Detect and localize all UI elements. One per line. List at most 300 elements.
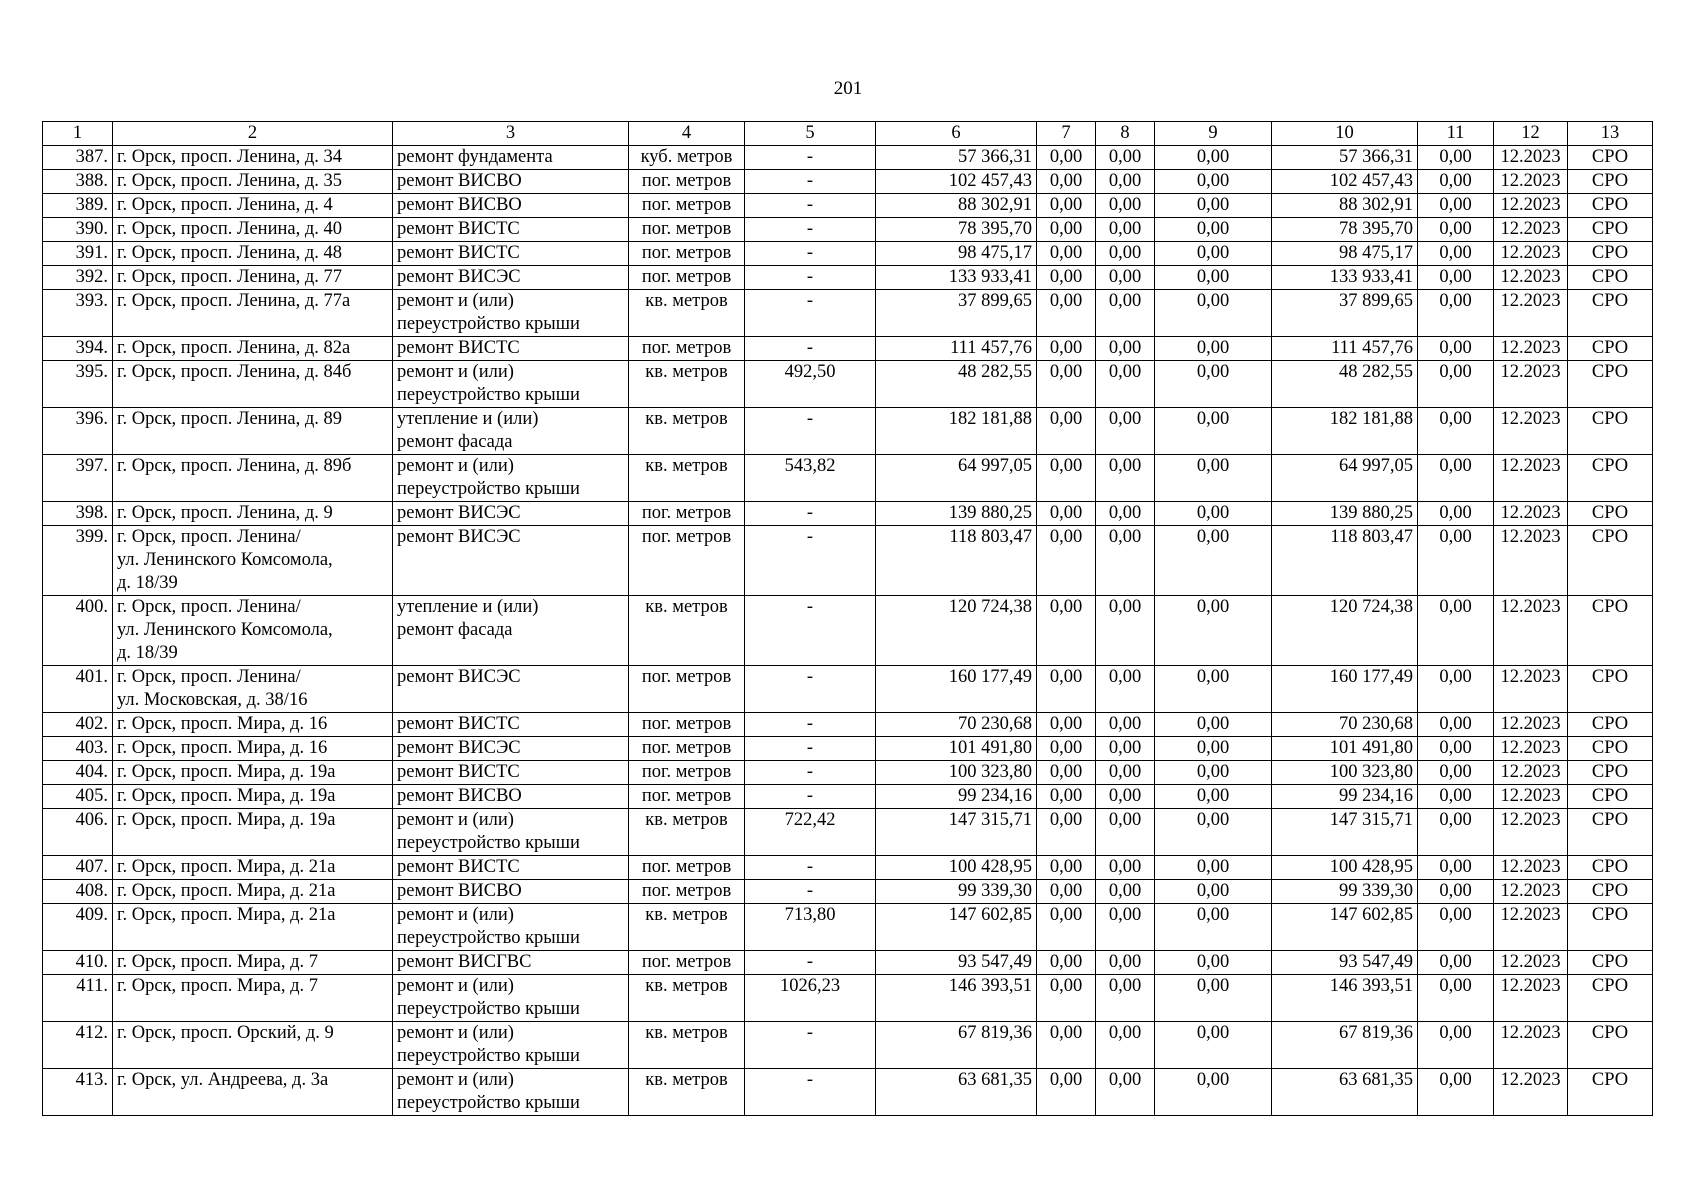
fund-federal-cell: 0,00 xyxy=(1037,761,1096,785)
fund-other-cell: 0,00 xyxy=(1418,951,1494,975)
volume-cell: 1026,23 xyxy=(745,975,876,1022)
repair-program-table xyxy=(42,121,1653,1116)
fund-other-cell: 0,00 xyxy=(1418,1069,1494,1116)
fund-local-cell: 0,00 xyxy=(1155,290,1272,337)
header-row xyxy=(43,122,1653,146)
fund-regional-cell: 0,00 xyxy=(1096,361,1155,408)
row-number-cell: 389. xyxy=(43,194,113,218)
deadline-cell: 12.2023 xyxy=(1494,951,1568,975)
fund-federal-cell: 0,00 xyxy=(1037,361,1096,408)
table-row xyxy=(43,666,1653,713)
address-cell-line: г. Орск, просп. Ленина, д. 48 xyxy=(117,243,342,263)
fund-owners-cell: 48 282,55 xyxy=(1272,361,1418,408)
fund-local-cell: 0,00 xyxy=(1155,713,1272,737)
address-cell xyxy=(113,1069,393,1116)
deadline-cell: 12.2023 xyxy=(1494,904,1568,951)
cost-total-cell: 147 602,85 xyxy=(876,904,1037,951)
work-type-cell-line: ремонт фасада xyxy=(397,432,513,452)
fund-local-cell: 0,00 xyxy=(1155,904,1272,951)
fund-federal-cell: 0,00 xyxy=(1037,408,1096,455)
address-cell-line: г. Орск, просп. Ленина, д. 89 xyxy=(117,409,342,429)
work-type-cell-line: ремонт ВИСТС xyxy=(397,762,520,782)
address-cell-line: г. Орск, ул. Андреева, д. 3а xyxy=(117,1070,329,1090)
address-cell-line: г. Орск, просп. Ленина, д. 82а xyxy=(117,338,351,358)
fund-local-cell: 0,00 xyxy=(1155,975,1272,1022)
work-type-cell-line: переустройство крыши xyxy=(397,1046,580,1066)
fund-regional-cell: 0,00 xyxy=(1096,526,1155,596)
work-type-cell xyxy=(393,737,629,761)
deadline-cell: 12.2023 xyxy=(1494,408,1568,455)
cost-total-cell: 64 997,05 xyxy=(876,455,1037,502)
fund-owners-cell: 100 323,80 xyxy=(1272,761,1418,785)
fund-regional-cell: 0,00 xyxy=(1096,666,1155,713)
fund-owners-cell: 99 339,30 xyxy=(1272,880,1418,904)
cost-total-cell: 160 177,49 xyxy=(876,666,1037,713)
row-number-cell: 398. xyxy=(43,502,113,526)
fund-local-cell: 0,00 xyxy=(1155,666,1272,713)
table-row xyxy=(43,408,1653,455)
address-cell-line: г. Орск, просп. Мира, д. 21а xyxy=(117,881,336,901)
deadline-cell: 12.2023 xyxy=(1494,666,1568,713)
table-row xyxy=(43,455,1653,502)
fund-federal-cell: 0,00 xyxy=(1037,785,1096,809)
row-number-cell: 409. xyxy=(43,904,113,951)
fund-owners-cell: 100 428,95 xyxy=(1272,856,1418,880)
volume-cell: - xyxy=(745,713,876,737)
address-cell xyxy=(113,502,393,526)
fund-federal-cell: 0,00 xyxy=(1037,1022,1096,1069)
unit-cell: пог. метров xyxy=(629,194,745,218)
unit-cell: кв. метров xyxy=(629,904,745,951)
cost-total-cell: 67 819,36 xyxy=(876,1022,1037,1069)
address-cell xyxy=(113,975,393,1022)
fund-owners-cell: 146 393,51 xyxy=(1272,975,1418,1022)
fund-local-cell: 0,00 xyxy=(1155,266,1272,290)
executor-cell: СРО xyxy=(1568,880,1653,904)
executor-cell: СРО xyxy=(1568,596,1653,666)
volume-cell: - xyxy=(745,218,876,242)
fund-federal-cell: 0,00 xyxy=(1037,596,1096,666)
row-number-cell: 395. xyxy=(43,361,113,408)
fund-regional-cell: 0,00 xyxy=(1096,170,1155,194)
fund-other-cell: 0,00 xyxy=(1418,761,1494,785)
fund-regional-cell: 0,00 xyxy=(1096,218,1155,242)
fund-owners-cell: 99 234,16 xyxy=(1272,785,1418,809)
fund-federal-cell: 0,00 xyxy=(1037,666,1096,713)
fund-owners-cell: 118 803,47 xyxy=(1272,526,1418,596)
work-type-cell xyxy=(393,666,629,713)
work-type-cell-line: ремонт и (или) xyxy=(397,810,514,830)
row-number-cell: 410. xyxy=(43,951,113,975)
address-cell xyxy=(113,170,393,194)
work-type-cell xyxy=(393,785,629,809)
fund-owners-cell: 98 475,17 xyxy=(1272,242,1418,266)
fund-regional-cell: 0,00 xyxy=(1096,337,1155,361)
volume-cell: - xyxy=(745,526,876,596)
fund-federal-cell: 0,00 xyxy=(1037,242,1096,266)
fund-owners-cell: 57 366,31 xyxy=(1272,146,1418,170)
work-type-cell-line: утепление и (или) xyxy=(397,409,539,429)
fund-owners-cell: 93 547,49 xyxy=(1272,951,1418,975)
fund-federal-cell: 0,00 xyxy=(1037,194,1096,218)
work-type-cell xyxy=(393,1022,629,1069)
cost-total-cell: 78 395,70 xyxy=(876,218,1037,242)
address-cell-line: г. Орск, просп. Мира, д. 7 xyxy=(117,952,319,972)
fund-regional-cell: 0,00 xyxy=(1096,502,1155,526)
unit-cell: пог. метров xyxy=(629,713,745,737)
work-type-cell-line: ремонт ВИСТС xyxy=(397,857,520,877)
fund-owners-cell: 64 997,05 xyxy=(1272,455,1418,502)
work-type-cell xyxy=(393,194,629,218)
row-number-cell: 400. xyxy=(43,596,113,666)
deadline-cell: 12.2023 xyxy=(1494,361,1568,408)
fund-federal-cell: 0,00 xyxy=(1037,1069,1096,1116)
fund-federal-cell: 0,00 xyxy=(1037,290,1096,337)
work-type-cell xyxy=(393,242,629,266)
fund-other-cell: 0,00 xyxy=(1418,737,1494,761)
address-cell xyxy=(113,337,393,361)
fund-local-cell: 0,00 xyxy=(1155,737,1272,761)
table-row xyxy=(43,337,1653,361)
work-type-cell-line: ремонт ВИСТС xyxy=(397,243,520,263)
address-cell-line: г. Орск, просп. Ленина/ xyxy=(117,667,301,687)
work-type-cell xyxy=(393,904,629,951)
table-row xyxy=(43,194,1653,218)
row-number-cell: 390. xyxy=(43,218,113,242)
work-type-cell-line: ремонт и (или) xyxy=(397,976,514,996)
unit-cell: кв. метров xyxy=(629,596,745,666)
work-type-cell xyxy=(393,1069,629,1116)
volume-cell: - xyxy=(745,502,876,526)
work-type-cell xyxy=(393,266,629,290)
fund-regional-cell: 0,00 xyxy=(1096,809,1155,856)
address-cell xyxy=(113,455,393,502)
cost-total-cell: 88 302,91 xyxy=(876,194,1037,218)
fund-local-cell: 0,00 xyxy=(1155,761,1272,785)
work-type-cell-line: ремонт ВИСТС xyxy=(397,714,520,734)
deadline-cell: 12.2023 xyxy=(1494,596,1568,666)
fund-local-cell: 0,00 xyxy=(1155,194,1272,218)
fund-local-cell: 0,00 xyxy=(1155,502,1272,526)
cost-total-cell: 99 234,16 xyxy=(876,785,1037,809)
cost-total-cell: 111 457,76 xyxy=(876,337,1037,361)
address-cell xyxy=(113,266,393,290)
deadline-cell: 12.2023 xyxy=(1494,737,1568,761)
executor-cell: СРО xyxy=(1568,146,1653,170)
column-header-6: 6 xyxy=(876,122,1037,146)
table-row xyxy=(43,904,1653,951)
address-cell-line: г. Орск, просп. Ленина, д. 4 xyxy=(117,195,333,215)
executor-cell: СРО xyxy=(1568,951,1653,975)
fund-federal-cell: 0,00 xyxy=(1037,904,1096,951)
work-type-cell-line: ремонт ВИСВО xyxy=(397,195,522,215)
cost-total-cell: 37 899,65 xyxy=(876,290,1037,337)
address-cell-line: г. Орск, просп. Ленина/ xyxy=(117,527,301,547)
fund-local-cell: 0,00 xyxy=(1155,170,1272,194)
work-type-cell-line: переустройство крыши xyxy=(397,385,580,405)
work-type-cell xyxy=(393,218,629,242)
table-row xyxy=(43,290,1653,337)
fund-federal-cell: 0,00 xyxy=(1037,856,1096,880)
volume-cell: 713,80 xyxy=(745,904,876,951)
deadline-cell: 12.2023 xyxy=(1494,266,1568,290)
cost-total-cell: 120 724,38 xyxy=(876,596,1037,666)
volume-cell: - xyxy=(745,785,876,809)
deadline-cell: 12.2023 xyxy=(1494,1069,1568,1116)
address-cell-line: ул. Ленинского Комсомола, xyxy=(117,620,333,640)
address-cell-line: г. Орск, просп. Мира, д. 19а xyxy=(117,762,336,782)
unit-cell: кв. метров xyxy=(629,1069,745,1116)
row-number-cell: 399. xyxy=(43,526,113,596)
column-header-4: 4 xyxy=(629,122,745,146)
row-number-cell: 405. xyxy=(43,785,113,809)
address-cell-line: д. 18/39 xyxy=(117,643,178,663)
column-header-1: 1 xyxy=(43,122,113,146)
executor-cell: СРО xyxy=(1568,337,1653,361)
unit-cell: кв. метров xyxy=(629,290,745,337)
volume-cell: - xyxy=(745,337,876,361)
table-row xyxy=(43,170,1653,194)
row-number-cell: 388. xyxy=(43,170,113,194)
fund-owners-cell: 88 302,91 xyxy=(1272,194,1418,218)
fund-owners-cell: 67 819,36 xyxy=(1272,1022,1418,1069)
fund-federal-cell: 0,00 xyxy=(1037,502,1096,526)
deadline-cell: 12.2023 xyxy=(1494,194,1568,218)
cost-total-cell: 63 681,35 xyxy=(876,1069,1037,1116)
column-header-8: 8 xyxy=(1096,122,1155,146)
deadline-cell: 12.2023 xyxy=(1494,785,1568,809)
fund-other-cell: 0,00 xyxy=(1418,526,1494,596)
table-row xyxy=(43,218,1653,242)
executor-cell: СРО xyxy=(1568,761,1653,785)
work-type-cell-line: переустройство крыши xyxy=(397,314,580,334)
deadline-cell: 12.2023 xyxy=(1494,880,1568,904)
fund-local-cell: 0,00 xyxy=(1155,408,1272,455)
column-header-9: 9 xyxy=(1155,122,1272,146)
fund-regional-cell: 0,00 xyxy=(1096,242,1155,266)
fund-other-cell: 0,00 xyxy=(1418,856,1494,880)
work-type-cell xyxy=(393,455,629,502)
cost-total-cell: 99 339,30 xyxy=(876,880,1037,904)
table-row xyxy=(43,526,1653,596)
table-row xyxy=(43,951,1653,975)
unit-cell: пог. метров xyxy=(629,880,745,904)
fund-regional-cell: 0,00 xyxy=(1096,455,1155,502)
work-type-cell xyxy=(393,951,629,975)
unit-cell: пог. метров xyxy=(629,951,745,975)
address-cell xyxy=(113,809,393,856)
fund-federal-cell: 0,00 xyxy=(1037,880,1096,904)
fund-regional-cell: 0,00 xyxy=(1096,713,1155,737)
work-type-cell-line: ремонт ВИСЭС xyxy=(397,503,521,523)
address-cell xyxy=(113,880,393,904)
executor-cell: СРО xyxy=(1568,408,1653,455)
address-cell-line: г. Орск, просп. Мира, д. 7 xyxy=(117,976,319,996)
deadline-cell: 12.2023 xyxy=(1494,290,1568,337)
work-type-cell-line: ремонт ВИСГВС xyxy=(397,952,532,972)
executor-cell: СРО xyxy=(1568,666,1653,713)
row-number-cell: 402. xyxy=(43,713,113,737)
work-type-cell xyxy=(393,761,629,785)
unit-cell: куб. метров xyxy=(629,146,745,170)
address-cell-line: г. Орск, просп. Орский, д. 9 xyxy=(117,1023,334,1043)
work-type-cell-line: ремонт ВИСЭС xyxy=(397,267,521,287)
address-cell-line: г. Орск, просп. Ленина, д. 34 xyxy=(117,147,342,167)
executor-cell: СРО xyxy=(1568,455,1653,502)
address-cell xyxy=(113,951,393,975)
column-header-2: 2 xyxy=(113,122,393,146)
column-header-3: 3 xyxy=(393,122,629,146)
executor-cell: СРО xyxy=(1568,218,1653,242)
executor-cell: СРО xyxy=(1568,361,1653,408)
deadline-cell: 12.2023 xyxy=(1494,170,1568,194)
fund-owners-cell: 133 933,41 xyxy=(1272,266,1418,290)
fund-local-cell: 0,00 xyxy=(1155,1022,1272,1069)
unit-cell: пог. метров xyxy=(629,526,745,596)
fund-local-cell: 0,00 xyxy=(1155,242,1272,266)
address-cell xyxy=(113,904,393,951)
address-cell-line: г. Орск, просп. Мира, д. 21а xyxy=(117,857,336,877)
address-cell-line: г. Орск, просп. Ленина, д. 77 xyxy=(117,267,342,287)
fund-federal-cell: 0,00 xyxy=(1037,146,1096,170)
unit-cell: пог. метров xyxy=(629,856,745,880)
work-type-cell-line: ремонт ВИСЭС xyxy=(397,527,521,547)
table-row xyxy=(43,502,1653,526)
fund-federal-cell: 0,00 xyxy=(1037,713,1096,737)
fund-local-cell: 0,00 xyxy=(1155,218,1272,242)
cost-total-cell: 93 547,49 xyxy=(876,951,1037,975)
cost-total-cell: 139 880,25 xyxy=(876,502,1037,526)
work-type-cell-line: переустройство крыши xyxy=(397,928,580,948)
address-cell-line: ул. Ленинского Комсомола, xyxy=(117,550,333,570)
address-cell-line: ул. Московская, д. 38/16 xyxy=(117,690,308,710)
fund-federal-cell: 0,00 xyxy=(1037,737,1096,761)
row-number-cell: 403. xyxy=(43,737,113,761)
fund-local-cell: 0,00 xyxy=(1155,951,1272,975)
deadline-cell: 12.2023 xyxy=(1494,975,1568,1022)
row-number-cell: 387. xyxy=(43,146,113,170)
unit-cell: пог. метров xyxy=(629,170,745,194)
unit-cell: пог. метров xyxy=(629,218,745,242)
address-cell-line: г. Орск, просп. Ленина, д. 40 xyxy=(117,219,342,239)
fund-federal-cell: 0,00 xyxy=(1037,809,1096,856)
work-type-cell xyxy=(393,713,629,737)
fund-other-cell: 0,00 xyxy=(1418,361,1494,408)
fund-other-cell: 0,00 xyxy=(1418,242,1494,266)
unit-cell: кв. метров xyxy=(629,361,745,408)
row-number-cell: 393. xyxy=(43,290,113,337)
address-cell xyxy=(113,856,393,880)
fund-owners-cell: 120 724,38 xyxy=(1272,596,1418,666)
fund-federal-cell: 0,00 xyxy=(1037,975,1096,1022)
cost-total-cell: 133 933,41 xyxy=(876,266,1037,290)
cost-total-cell: 102 457,43 xyxy=(876,170,1037,194)
fund-owners-cell: 78 395,70 xyxy=(1272,218,1418,242)
executor-cell: СРО xyxy=(1568,904,1653,951)
fund-local-cell: 0,00 xyxy=(1155,809,1272,856)
fund-other-cell: 0,00 xyxy=(1418,666,1494,713)
cost-total-cell: 57 366,31 xyxy=(876,146,1037,170)
fund-other-cell: 0,00 xyxy=(1418,713,1494,737)
table-row xyxy=(43,242,1653,266)
unit-cell: пог. метров xyxy=(629,666,745,713)
deadline-cell: 12.2023 xyxy=(1494,809,1568,856)
table-row xyxy=(43,880,1653,904)
fund-local-cell: 0,00 xyxy=(1155,880,1272,904)
fund-local-cell: 0,00 xyxy=(1155,785,1272,809)
executor-cell: СРО xyxy=(1568,502,1653,526)
address-cell-line: г. Орск, просп. Мира, д. 19а xyxy=(117,810,336,830)
fund-other-cell: 0,00 xyxy=(1418,596,1494,666)
fund-regional-cell: 0,00 xyxy=(1096,408,1155,455)
fund-other-cell: 0,00 xyxy=(1418,146,1494,170)
fund-other-cell: 0,00 xyxy=(1418,218,1494,242)
work-type-cell-line: ремонт ВИСЭС xyxy=(397,667,521,687)
work-type-cell-line: ремонт фундамента xyxy=(397,147,553,167)
work-type-cell xyxy=(393,290,629,337)
volume-cell: - xyxy=(745,1022,876,1069)
work-type-cell-line: ремонт и (или) xyxy=(397,362,514,382)
executor-cell: СРО xyxy=(1568,856,1653,880)
deadline-cell: 12.2023 xyxy=(1494,713,1568,737)
row-number-cell: 396. xyxy=(43,408,113,455)
address-cell xyxy=(113,361,393,408)
fund-owners-cell: 101 491,80 xyxy=(1272,737,1418,761)
executor-cell: СРО xyxy=(1568,290,1653,337)
fund-other-cell: 0,00 xyxy=(1418,809,1494,856)
address-cell-line: г. Орск, просп. Мира, д. 16 xyxy=(117,714,328,734)
table-row xyxy=(43,1069,1653,1116)
fund-owners-cell: 139 880,25 xyxy=(1272,502,1418,526)
table-row xyxy=(43,975,1653,1022)
fund-other-cell: 0,00 xyxy=(1418,975,1494,1022)
fund-owners-cell: 147 315,71 xyxy=(1272,809,1418,856)
address-cell-line: г. Орск, просп. Ленина, д. 9 xyxy=(117,503,333,523)
address-cell-line: г. Орск, просп. Ленина, д. 89б xyxy=(117,456,352,476)
fund-regional-cell: 0,00 xyxy=(1096,785,1155,809)
address-cell-line: г. Орск, просп. Ленина/ xyxy=(117,597,301,617)
address-cell xyxy=(113,218,393,242)
address-cell-line: г. Орск, просп. Мира, д. 19а xyxy=(117,786,336,806)
deadline-cell: 12.2023 xyxy=(1494,526,1568,596)
fund-owners-cell: 63 681,35 xyxy=(1272,1069,1418,1116)
fund-regional-cell: 0,00 xyxy=(1096,146,1155,170)
fund-other-cell: 0,00 xyxy=(1418,194,1494,218)
volume-cell: - xyxy=(745,242,876,266)
fund-owners-cell: 102 457,43 xyxy=(1272,170,1418,194)
executor-cell: СРО xyxy=(1568,809,1653,856)
fund-other-cell: 0,00 xyxy=(1418,170,1494,194)
table-row xyxy=(43,146,1653,170)
row-number-cell: 406. xyxy=(43,809,113,856)
fund-local-cell: 0,00 xyxy=(1155,146,1272,170)
table-row xyxy=(43,713,1653,737)
address-cell xyxy=(113,242,393,266)
executor-cell: СРО xyxy=(1568,526,1653,596)
volume-cell: - xyxy=(745,170,876,194)
address-cell xyxy=(113,408,393,455)
deadline-cell: 12.2023 xyxy=(1494,1022,1568,1069)
fund-federal-cell: 0,00 xyxy=(1037,170,1096,194)
fund-regional-cell: 0,00 xyxy=(1096,596,1155,666)
fund-regional-cell: 0,00 xyxy=(1096,194,1155,218)
address-cell xyxy=(113,596,393,666)
cost-total-cell: 146 393,51 xyxy=(876,975,1037,1022)
work-type-cell xyxy=(393,975,629,1022)
volume-cell: - xyxy=(745,408,876,455)
fund-regional-cell: 0,00 xyxy=(1096,761,1155,785)
work-type-cell xyxy=(393,170,629,194)
